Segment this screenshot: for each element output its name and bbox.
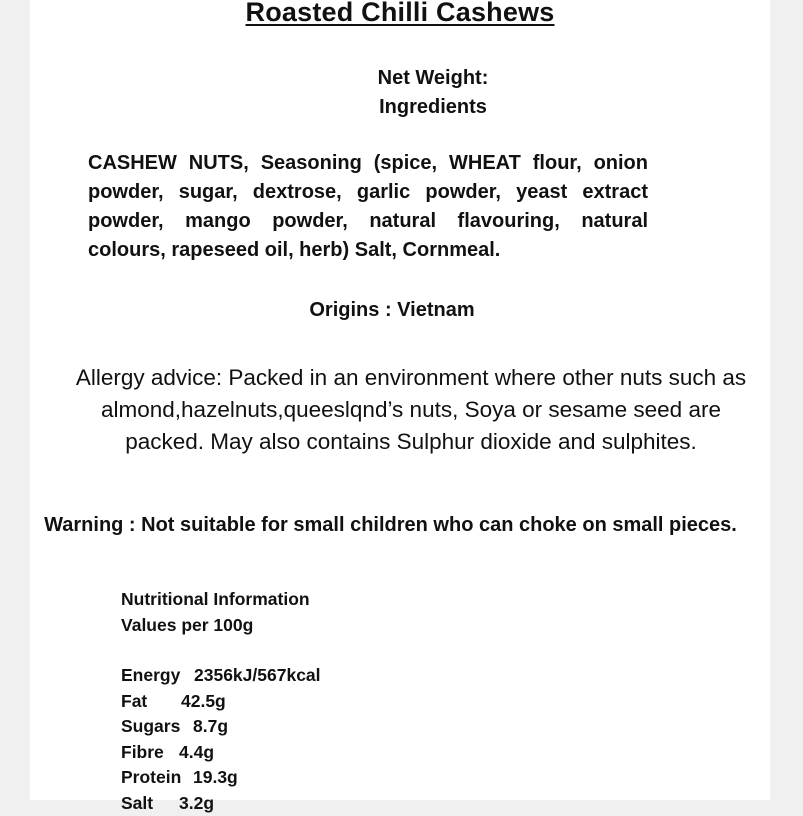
nutrient-value: 8.7g (193, 714, 228, 740)
label-sheet (30, 0, 770, 800)
nutrient-name: Fat (121, 689, 181, 715)
nutrient-name: Fibre (121, 740, 179, 766)
nutrition-heading: Nutritional Information (121, 587, 321, 613)
warning-text: Warning : Not suitable for small children who can choke on small pieces. (38, 511, 743, 540)
nutrition-basis: Values per 100g (121, 613, 321, 639)
allergy-advice: Allergy advice: Packed in an environment where other nuts such as almond,hazelnuts,queeslqnd’s nuts, Soya or sesame seed are packed. May also contains Sulphur dioxide and sulphites. (70, 362, 752, 458)
ingredients-heading: Ingredients (63, 92, 803, 122)
nutrition-row-protein (121, 765, 321, 791)
nutrition-row-fat (121, 689, 321, 715)
nutrient-value: 4.4g (179, 740, 214, 766)
nutrition-panel (121, 587, 321, 816)
nutrition-row-salt (121, 791, 321, 816)
nutrient-name: Salt (121, 791, 179, 816)
nutrient-value: 3.2g (179, 791, 214, 816)
origins-line: Origins : Vietnam (30, 295, 754, 325)
nutrition-row-sugars (121, 714, 321, 740)
nutrient-name: Sugars (121, 714, 193, 740)
net-weight-label: Net Weight: (63, 63, 803, 93)
nutrition-row-fibre (121, 740, 321, 766)
page-title: Roasted Chilli Cashews (30, 0, 770, 30)
nutrient-value: 19.3g (193, 765, 238, 791)
nutrient-name: Protein (121, 765, 193, 791)
nutrient-value: 42.5g (181, 689, 226, 715)
nutrient-name: Energy (121, 663, 194, 689)
nutrient-value: 2356kJ/567kcal (194, 663, 321, 689)
nutrition-row-energy (121, 663, 321, 689)
ingredients-list: CASHEW NUTS, Seasoning (spice, WHEAT flour, onion powder, sugar, dextrose, garlic powder, yeast extract powder, mango powder, natural flavouring, natural colours, rapeseed oil, herb) Salt, Cornmeal. (88, 149, 648, 265)
